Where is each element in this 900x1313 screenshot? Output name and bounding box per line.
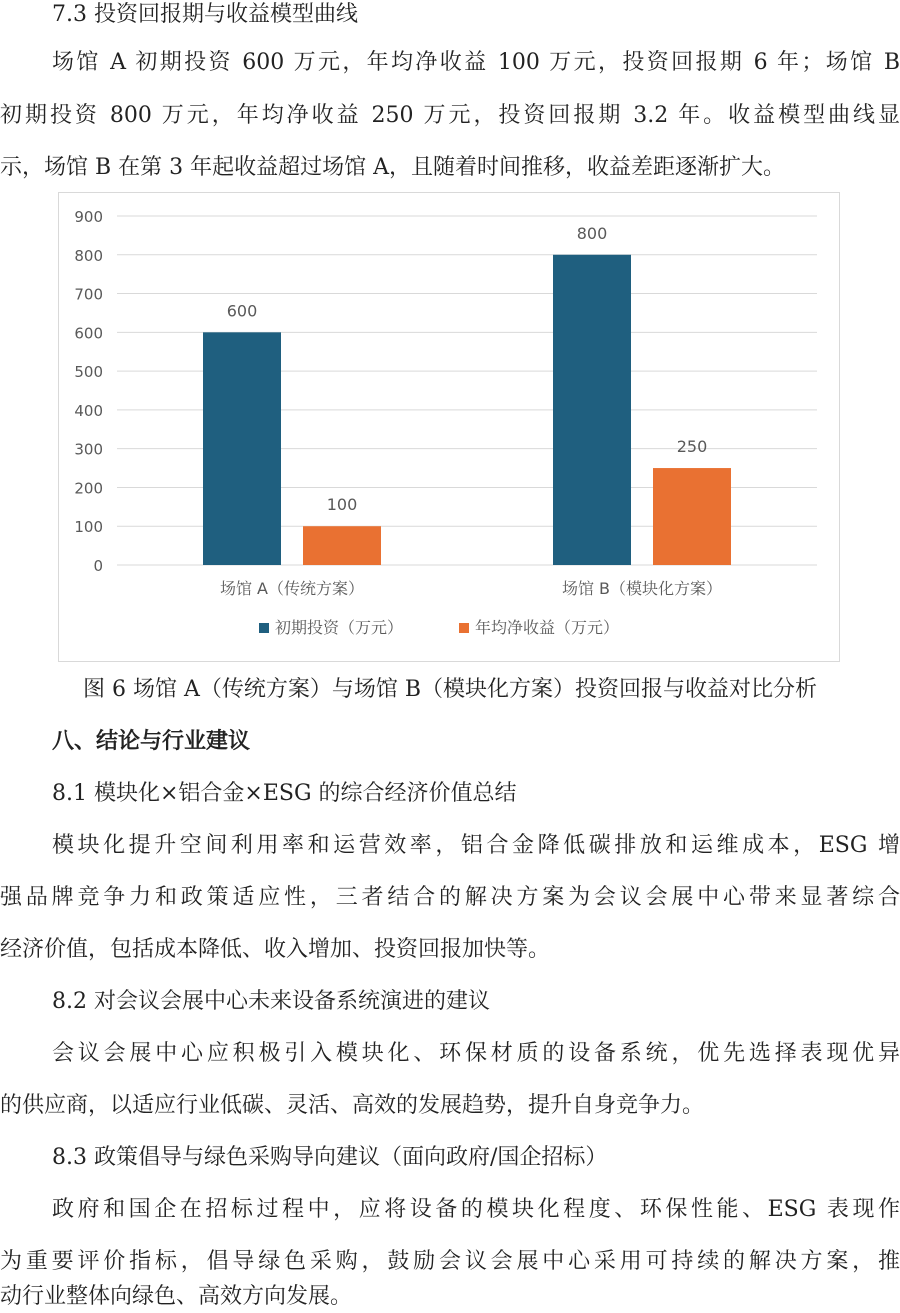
data-label: 250 [676,437,708,457]
bar [653,468,731,565]
data-label: 800 [576,223,608,243]
y-tick-label: 600 [74,324,103,343]
section-8-2-para-line: 的供应商，以适应行业低碳、灵活、高效的发展趋势，提升自身竞争力。 [0,1093,705,1118]
section-7-3-para-line: 场馆 A 初期投资 600 万元，年均净收益 100 万元，投资回报期 6 年；场馆 B [52,50,900,75]
section-8-1-para-line: 经济价值，包括成本降低、收入增加、投资回报加快等。 [0,937,551,962]
y-tick-label: 200 [74,479,103,498]
legend-swatch [459,623,469,633]
legend-label: 初期投资（万元） [275,618,404,637]
section-8-1-para-line: 强品牌竞争力和政策适应性，三者结合的解决方案为会议会展中心带来显著综合 [0,885,900,910]
y-tick-label: 100 [74,518,103,537]
section-7-3-heading: 7.3 投资回报期与收益模型曲线 [52,2,358,27]
legend-swatch [259,623,269,633]
section-8-2-para-line: 会议会展中心应积极引入模块化、环保材质的设备系统，优先选择表现优异 [52,1041,900,1066]
y-tick-label: 900 [74,208,103,226]
data-label: 100 [326,495,358,515]
section-7-3-para-line: 示，场馆 B 在第 3 年起收益超过场馆 A，且随着时间推移，收益差距逐渐扩大。 [0,155,786,180]
legend-label: 年均净收益（万元） [475,618,620,637]
bar [303,526,381,565]
y-tick-label: 400 [74,401,103,420]
section-8-heading: 八、结论与行业建议 [52,729,251,754]
category-label: 场馆 B（模块化方案） [561,579,723,598]
section-8-1-heading: 8.1 模块化×铝合金×ESG 的综合经济价值总结 [52,781,517,806]
bar [553,255,631,565]
section-8-3-para-line: 政府和国企在招标过程中，应将设备的模块化程度、环保性能、ESG 表现作 [52,1197,900,1222]
section-8-3-heading: 8.3 政策倡导与绿色采购导向建议（面向政府/国企招标） [52,1145,608,1170]
chart-canvas [59,193,841,663]
data-label: 600 [226,301,258,321]
y-tick-label: 800 [74,246,103,265]
y-tick-label: 700 [74,285,103,304]
y-tick-label: 0 [93,557,103,575]
section-8-3-para-line: 动行业整体向绿色、高效方向发展。 [0,1284,353,1309]
section-7-3-para-line: 初期投资 800 万元，年均净收益 250 万元，投资回报期 3.2 年。收益模型曲线显 [0,103,900,128]
section-8-1-para-line: 模块化提升空间利用率和运营效率，铝合金降低碳排放和运维成本，ESG 增 [52,833,900,858]
y-tick-label: 300 [74,440,103,459]
figure-caption: 图 6 场馆 A（传统方案）与场馆 B（模块化方案）投资回报与收益对比分析 [82,677,818,702]
y-tick-label: 500 [74,363,103,382]
bar [203,332,281,565]
section-8-3-para-line: 为重要评价指标，倡导绿色采购，鼓励会议会展中心采用可持续的解决方案，推 [0,1249,900,1274]
category-label: 场馆 A（传统方案） [219,579,365,598]
investment-bar-chart [58,192,840,662]
section-8-2-heading: 8.2 对会议会展中心未来设备系统演进的建议 [52,989,490,1014]
